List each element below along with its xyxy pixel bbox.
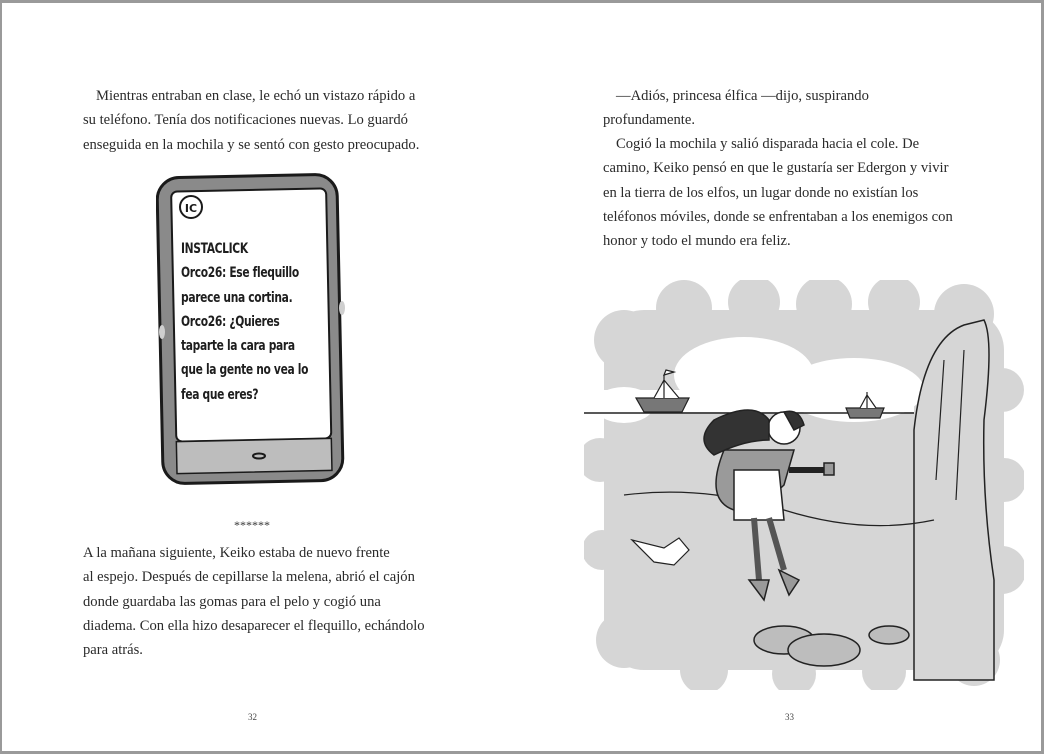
text-line: al espejo. Después de cepillarse la melena, abrió el cajón bbox=[83, 569, 415, 586]
text-line: en la tierra de los elfos, un lugar donde no existían los bbox=[603, 184, 919, 201]
phone-screen-text bbox=[181, 237, 336, 407]
message-line: taparte la cara para bbox=[181, 338, 295, 355]
left-paragraph-2 bbox=[83, 541, 453, 662]
running-girl-illustration bbox=[584, 280, 1024, 690]
app-logo: IC bbox=[184, 202, 198, 215]
text-line: A la mañana siguiente, Keiko estaba de nuevo frente bbox=[83, 545, 390, 561]
page-number-right: 33 bbox=[785, 712, 794, 722]
text-line: para atrás. bbox=[83, 642, 143, 659]
text-line: honor y todo el mundo era feliz. bbox=[603, 233, 791, 250]
message-line: Orco26: Ese flequillo bbox=[181, 265, 299, 282]
message-line: parece una cortina. bbox=[181, 289, 293, 306]
text-line: profundamente. bbox=[603, 112, 695, 129]
text-line: diadema. Con ella hizo desaparecer el flequillo, echándolo bbox=[83, 617, 425, 634]
right-paragraph-2 bbox=[603, 132, 1003, 253]
text-line: enseguida en la mochila y se sentó con gesto preocupado. bbox=[83, 136, 420, 153]
text-line: Mientras entraban en clase, le echó un vistazo rápido a bbox=[96, 88, 416, 104]
text-line: donde guardaba las gomas para el pelo y cogió una bbox=[83, 593, 381, 610]
message-line: que la gente no vea lo bbox=[181, 362, 309, 379]
page-number-left: 32 bbox=[248, 712, 257, 722]
text-line: —Adiós, princesa élfica —dijo, suspirando bbox=[616, 88, 869, 104]
right-paragraph-1 bbox=[603, 84, 1003, 133]
text-line: teléfonos móviles, donde se enfrentaban a los enemigos con bbox=[603, 208, 953, 225]
text-line: Cogió la mochila y salió disparada hacia el cole. De bbox=[616, 136, 920, 152]
app-name: INSTACLICK bbox=[181, 241, 248, 257]
message-line: Orco26: ¿Quieres bbox=[181, 313, 280, 330]
text-line: su teléfono. Tenía dos notificaciones nuevas. Lo guardó bbox=[83, 112, 408, 129]
section-separator: ****** bbox=[234, 518, 270, 532]
message-line: fea que eres? bbox=[181, 386, 259, 403]
text-line: camino, Keiko pensó en que le gustaría ser Edergon y vivir bbox=[603, 160, 949, 177]
left-paragraph-1 bbox=[83, 84, 453, 157]
